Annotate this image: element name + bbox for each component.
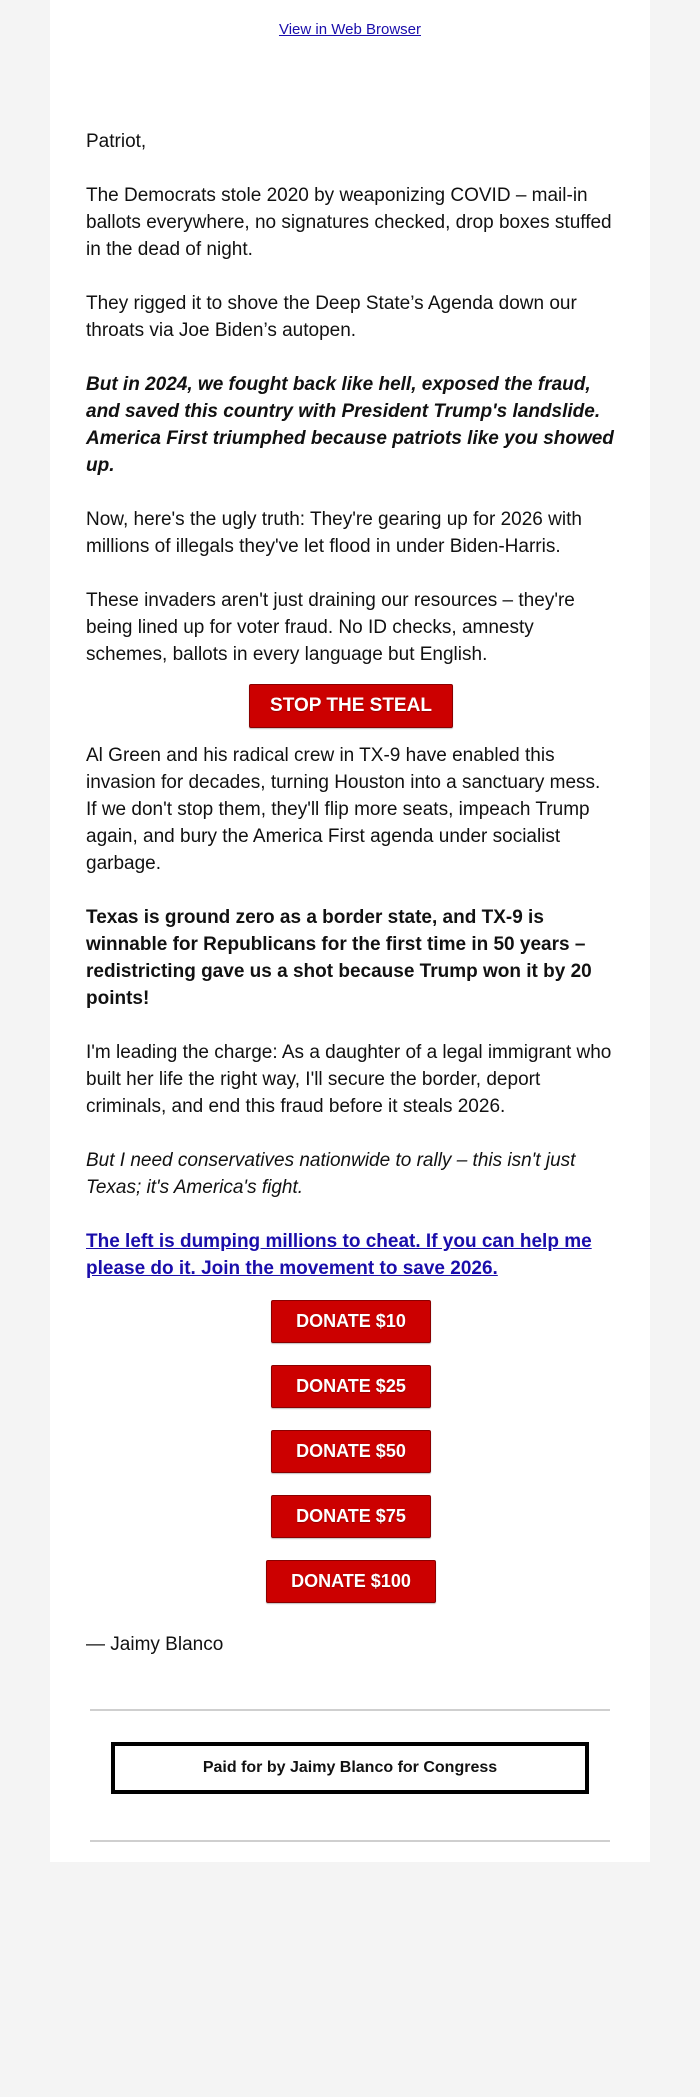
donate-50-button[interactable]: DONATE $50 [271,1430,431,1473]
cta-paragraph [86,1228,616,1282]
paragraph-al-green: Al Green and his radical crew in TX-9 have enabled this invasion for decades, turning Houston into a sanctuary mess. If we don't stop them, they'll flip more seats, impeach Trump again, and bury the America First agenda under socialist garbage. [86,745,601,874]
footer-divider-top [90,1709,610,1711]
paragraph-ugly-truth: Now, here's the ugly truth: They're gearing up for 2026 with millions of illegals they've let flood in under Biden-Harris. [86,509,582,557]
paragraph-invaders: These invaders aren't just draining our resources – they're being lined up for voter fraud. No ID checks, amnesty schemes, ballots in every language but English. [86,590,575,665]
stop-the-steal-button[interactable]: STOP THE STEAL [249,684,453,728]
join-movement-link[interactable]: The left is dumping millions to cheat. If you can help me please do it. Join the movement to save 2026. [86,1231,592,1279]
paragraph-2024: But in 2024, we fought back like hell, exposed the fraud, and saved this country with President Trump's landslide. America First triumphed because patriots like you showed up. [86,374,614,476]
paragraph-autopen: They rigged it to shove the Deep State’s Agenda down our throats via Joe Biden’s autopen. [86,293,577,341]
paragraph-2020: The Democrats stole 2020 by weaponizing COVID – mail-in ballots everywhere, no signatures checked, drop boxes stuffed in the dead of night. [86,185,612,260]
paragraph-leading-charge: I'm leading the charge: As a daughter of a legal immigrant who built her life the right way, I'll secure the border, deport criminals, and end this fraud before it steals 2026. [86,1042,612,1117]
signature: — Jaimy Blanco [86,1634,224,1655]
greeting: Patriot, [86,131,147,152]
stop-steal-wrapper [86,684,616,728]
donate-100-button[interactable]: DONATE $100 [266,1560,436,1603]
paragraph-rally: But I need conservatives nationwide to rally – this isn't just Texas; it's America's fight. [86,1150,576,1198]
donate-buttons [86,1300,616,1603]
footer-divider-bottom [90,1840,610,1842]
email-body [86,128,616,1685]
view-in-browser-link[interactable]: View in Web Browser [278,21,421,38]
paragraph-texas: Texas is ground zero as a border state, and TX-9 is winnable for Republicans for the first time in 50 years – redistricting gave us a shot because Trump won it by 20 points! [86,907,592,1009]
donate-10-button[interactable]: DONATE $10 [271,1300,431,1343]
paid-for-disclaimer: Paid for by Jaimy Blanco for Congress [111,1742,589,1794]
donate-75-button[interactable]: DONATE $75 [271,1495,431,1538]
email-card [50,0,650,1862]
donate-25-button[interactable]: DONATE $25 [271,1365,431,1408]
